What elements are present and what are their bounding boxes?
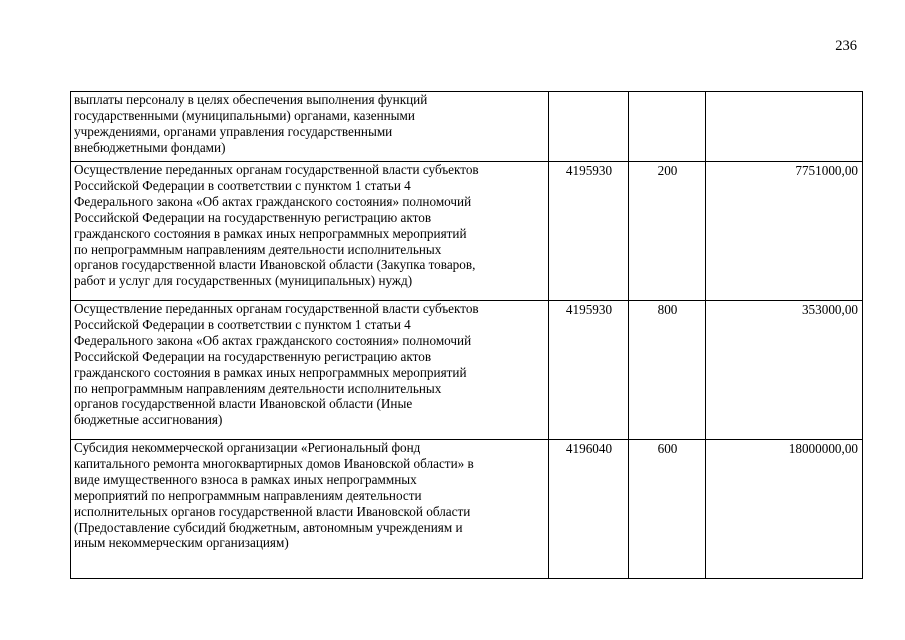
table-row — [71, 92, 863, 162]
expense-description — [71, 301, 549, 440]
description-line: (Предоставление субсидий бюджетным, автономным учреждениям и — [74, 519, 463, 535]
target-article-cell: 4195930 — [549, 301, 629, 440]
amount-cell: 7751000,00 — [706, 162, 863, 301]
expense-type-cell: 600 — [629, 440, 706, 579]
description-line: Федерального закона «Об актах гражданского состояния» полномочий — [74, 193, 472, 209]
description-line: Осуществление переданных органам государственной власти субъектов — [74, 162, 479, 177]
description-line: гражданского состояния в рамках иных непрограммных мероприятий — [74, 364, 467, 380]
description-line: государственными (муниципальными) органами, казенными — [74, 107, 415, 123]
table-row — [71, 301, 863, 440]
expense-type-cell — [629, 92, 706, 162]
target-article-cell: 4195930 — [549, 162, 629, 301]
description-line: капитального ремонта многоквартирных домов Ивановской области» в — [74, 455, 474, 471]
description-line: мероприятий по непрограммным направлениям деятельности — [74, 487, 422, 503]
description-line: по непрограммным направлениям деятельности исполнительных — [74, 380, 442, 396]
expense-description — [71, 440, 549, 579]
target-article-cell: 4196040 — [549, 440, 629, 579]
description-line: Российской Федерации на государственную регистрацию актов — [74, 209, 432, 225]
description-line: исполнительных органов государственной власти Ивановской области — [74, 503, 471, 519]
description-line: бюджетные ассигнования) — [74, 412, 223, 428]
expense-type-cell: 200 — [629, 162, 706, 301]
description-line: работ и услуг для государственных (муниципальных) нужд) — [74, 273, 413, 289]
description-line: внебюджетными фондами) — [74, 139, 226, 155]
description-line: виде имущественного взноса в рамках иных непрограммных — [74, 471, 417, 487]
table-row — [71, 162, 863, 301]
description-line: Российской Федерации в соответствии с пунктом 1 статьи 4 — [74, 316, 411, 332]
description-line: по непрограммным направлениям деятельности исполнительных — [74, 241, 442, 257]
amount-cell: 353000,00 — [706, 301, 863, 440]
description-line: учреждениями, органами управления государственными — [74, 123, 393, 139]
description-line: Субсидия некоммерческой организации «Региональный фонд — [74, 440, 421, 455]
amount-cell — [706, 92, 863, 162]
description-line: Осуществление переданных органам государственной власти субъектов — [74, 301, 479, 316]
amount-cell: 18000000,00 — [706, 440, 863, 579]
description-line: Российской Федерации в соответствии с пунктом 1 статьи 4 — [74, 177, 411, 193]
budget-table — [70, 91, 863, 579]
expense-description — [71, 92, 549, 162]
description-line: органов государственной власти Ивановской области (Иные — [74, 396, 413, 412]
page-number: 236 — [835, 38, 857, 54]
description-line: Российской Федерации на государственную регистрацию актов — [74, 348, 432, 364]
table-row — [71, 440, 863, 579]
expense-type-cell: 800 — [629, 301, 706, 440]
target-article-cell — [549, 92, 629, 162]
description-line: Федерального закона «Об актах гражданского состояния» полномочий — [74, 332, 472, 348]
description-line: выплаты персоналу в целях обеспечения выполнения функций — [74, 92, 428, 107]
description-line: иным некоммерческим организациям) — [74, 535, 289, 551]
description-line: гражданского состояния в рамках иных непрограммных мероприятий — [74, 225, 467, 241]
description-line: органов государственной власти Ивановской области (Закупка товаров, — [74, 257, 476, 273]
expense-description — [71, 162, 549, 301]
